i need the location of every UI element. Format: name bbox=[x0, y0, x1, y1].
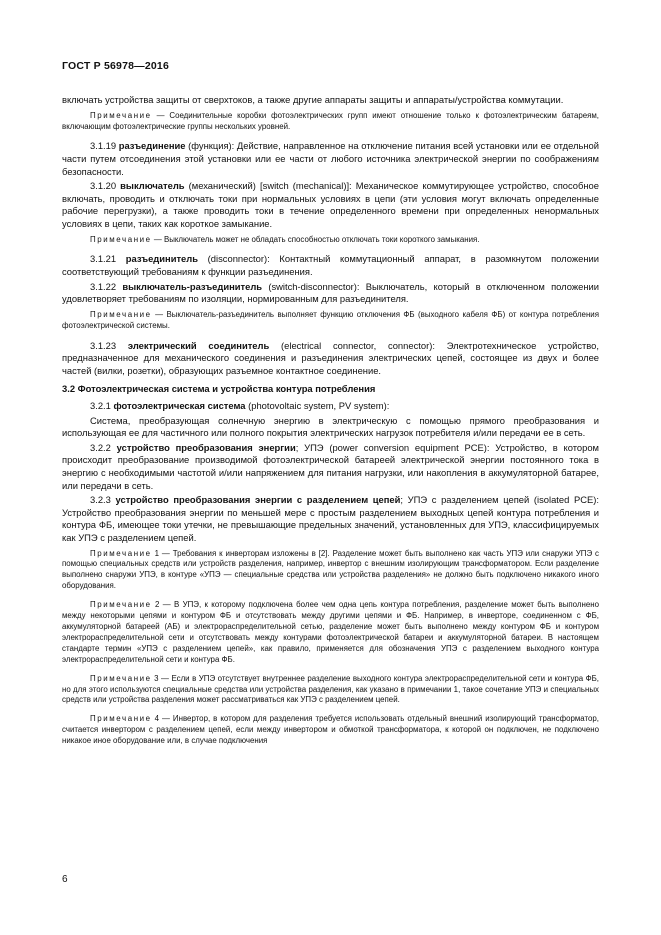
note-text: 3 — Если в УПЭ отсутствует внутреннее разделение выходного контура электрораспределительной сети и контура ФБ, но для этого используются специальные средства или устройства разделения, как указано в примечании 1, такое сочетание УПЭ и специальных средств или устройства разделения может рассматриваться как УПЭ с разделением цепей. bbox=[62, 673, 599, 705]
term-number: 3.1.19 bbox=[90, 140, 119, 152]
term-definition: ; УПЭ (power conversion equipment PCE): Устройство, в котором происходит преобразование производимой фотоэлектрической батареей электрической энергии постоянного тока в энергию с необходимыми частотой и/или напряжением для питания нагрузки, или накопления в аккумуляторной батарее, или передачи в сеть. bbox=[62, 441, 599, 491]
term-name: устройство преобразования энергии bbox=[116, 441, 296, 453]
document-body bbox=[62, 94, 599, 755]
term-definition: (electrical connector, connector): Электротехническое устройство, предназначенное для механического соединения и разъединения электрических цепей, состоящее из двух и более частей (вилки, розетки), образующих разъемное контактное соединение. bbox=[62, 339, 599, 376]
term-3-1-21 bbox=[62, 253, 599, 278]
note-1 bbox=[62, 549, 599, 593]
term-number: 3.1.23 bbox=[90, 339, 128, 351]
term-definition: (механический) [switch (mechanical)]: Механическое коммутирующее устройство, способное включать, проводить и отключать токи при нормальных условиях в цепи (эти условия могут включать определенные рабочие перегрузки), а также проводить токи в течение определенного времени при определенных ненормальных условиях в цепи, таких как короткое замыкание. bbox=[62, 180, 599, 229]
term-definition: ; УПЭ с разделением цепей (isolated PCE): Устройство преобразования энергии по меньшей мере с простым разделением выходных цепей контура потребления и контура ФБ, имеющее токи утечки, не превышающие предельных значений, установленных для УПЭ, классифицируемых как УПЭ с разделением цепей. bbox=[62, 494, 599, 543]
term-definition: (photovoltaic system, PV system): bbox=[245, 400, 390, 412]
paragraph-continuation: включать устройства защиты от сверхтоков, а также другие аппараты защиты и аппараты/устройства коммутации. bbox=[62, 94, 564, 105]
note-switch-disconnector bbox=[62, 310, 599, 332]
note-label: Примечание bbox=[90, 110, 152, 120]
note-text: — Соединительные коробки фотоэлектрических групп имеют отношение только к фотоэлектрическим батареям, включающим фотоэлектрические группы нескольких уровней. bbox=[62, 110, 599, 131]
note-4 bbox=[62, 714, 599, 747]
note-text: 4 — Инвертор, в котором для разделения требуется использовать отдельный внешний изолирующий трансформатор, считается инвертором с разделением цепей, если между инвертором и обмоткой трансформатора, к которой он подключен, не подключено никакое иное оборудование или, в случае подключения bbox=[62, 714, 599, 746]
term-definition: (disconnector): Контактный коммутационный аппарат, в разомкнутом положении соответствующий требованиям к функции разъединения. bbox=[62, 253, 600, 278]
term-number: 3.2.3 bbox=[90, 494, 116, 506]
note-label: Примечание bbox=[90, 548, 152, 558]
note-text: 1 — Требования к инверторам изложены в [2]. Разделение может быть выполнено как часть УПЭ или снаружи УПЭ с помощью специальных средств или устройств разделения, например, инвертор с внешним изолирующим трансформатором. Если разделение выполнено снаружи УПЭ, в контуре «УПЭ — специальные средства или устройства разделения» не должно быть подключено никакого иного оборудования. bbox=[62, 548, 599, 591]
term-definition: (функция): Действие, направленное на отключение питания всей установки или ее отдельной части путем отсоединения этой установки или ее части от любого источника электрической энергии по соображениям безопасности. bbox=[62, 140, 599, 177]
term-name: выключатель bbox=[120, 180, 185, 192]
section-heading-3-2: 3.2 Фотоэлектрическая система и устройства контура потребления bbox=[62, 383, 376, 395]
term-3-1-20 bbox=[62, 180, 599, 230]
note-text: — Выключатель-разъединитель выполняет функцию отключения ФБ (выходного кабеля ФБ) от контура потребления фотоэлектрической системы. bbox=[62, 309, 599, 330]
note-label: Примечание bbox=[90, 600, 152, 610]
term-3-1-19 bbox=[62, 140, 599, 178]
term-3-2-3 bbox=[62, 494, 599, 544]
term-name: фотоэлектрическая система bbox=[113, 400, 246, 412]
term-number: 3.1.22 bbox=[90, 280, 123, 292]
term-name: выключатель-разъединитель bbox=[122, 280, 263, 292]
note-text: 2 — В УПЭ, к которому подключена более чем одна цепь контура потребления, разделение может быть выполнено между некоторыми цепями и контуром ФБ и отсутствовать между другими цепями и ФБ. Например, в инверторе, соединенном с ФБ, аккумуляторной батареей (АБ) и электрораспределительной сетью, разделение может быть выполнено между контуром ФБ и контуром электрораспределительной сети и отсутствовать между контурами фотоэлектрической батареи и аккумуляторной батареи. В настоящем стандарте термин «УПЭ с разделением цепей», как правило, применяется для обозначения УПЭ с разделением выходного контура электрораспределительной сети и контура ФБ. bbox=[62, 600, 599, 664]
term-name: разъединение bbox=[118, 140, 186, 152]
note-connection-boxes bbox=[62, 111, 599, 133]
note-text: — Выключатель может не обладать способностью отключать токи короткого замыкания. bbox=[151, 234, 480, 244]
term-definition: (switch-disconnector): Выключатель, который в отключенном положении удовлетворяет требованиям по изоляции, нормированным для разъединителя. bbox=[62, 280, 600, 305]
definition-pv-system: Система, преобразующая солнечную энергию в электрическую с помощью прямого преобразования и использующая ее для частичного или полного покрытия электрических нагрузок потребителя и/или передачи ее в сеть. bbox=[62, 414, 599, 439]
term-3-1-23 bbox=[62, 340, 599, 378]
term-number: 3.2.2 bbox=[90, 441, 117, 453]
note-label: Примечание bbox=[90, 714, 152, 724]
term-number: 3.2.1 bbox=[90, 400, 114, 412]
term-number: 3.1.21 bbox=[90, 253, 126, 265]
note-label: Примечание bbox=[90, 673, 152, 683]
note-switch bbox=[62, 235, 599, 246]
note-2 bbox=[62, 600, 599, 665]
term-number: 3.1.20 bbox=[90, 180, 121, 192]
term-3-2-2 bbox=[62, 442, 599, 492]
page-number: 6 bbox=[62, 874, 68, 885]
note-label: Примечание bbox=[90, 309, 152, 319]
note-label: Примечание bbox=[90, 234, 152, 244]
term-name: электрический соединитель bbox=[127, 339, 270, 351]
term-name: устройство преобразования энергии с разделением цепей bbox=[115, 494, 401, 506]
term-3-1-22 bbox=[62, 281, 599, 306]
document-code-header: ГОСТ Р 56978—2016 bbox=[62, 60, 170, 72]
term-name: разъединитель bbox=[125, 253, 198, 265]
note-3 bbox=[62, 674, 599, 707]
term-3-2-1 bbox=[62, 400, 599, 413]
